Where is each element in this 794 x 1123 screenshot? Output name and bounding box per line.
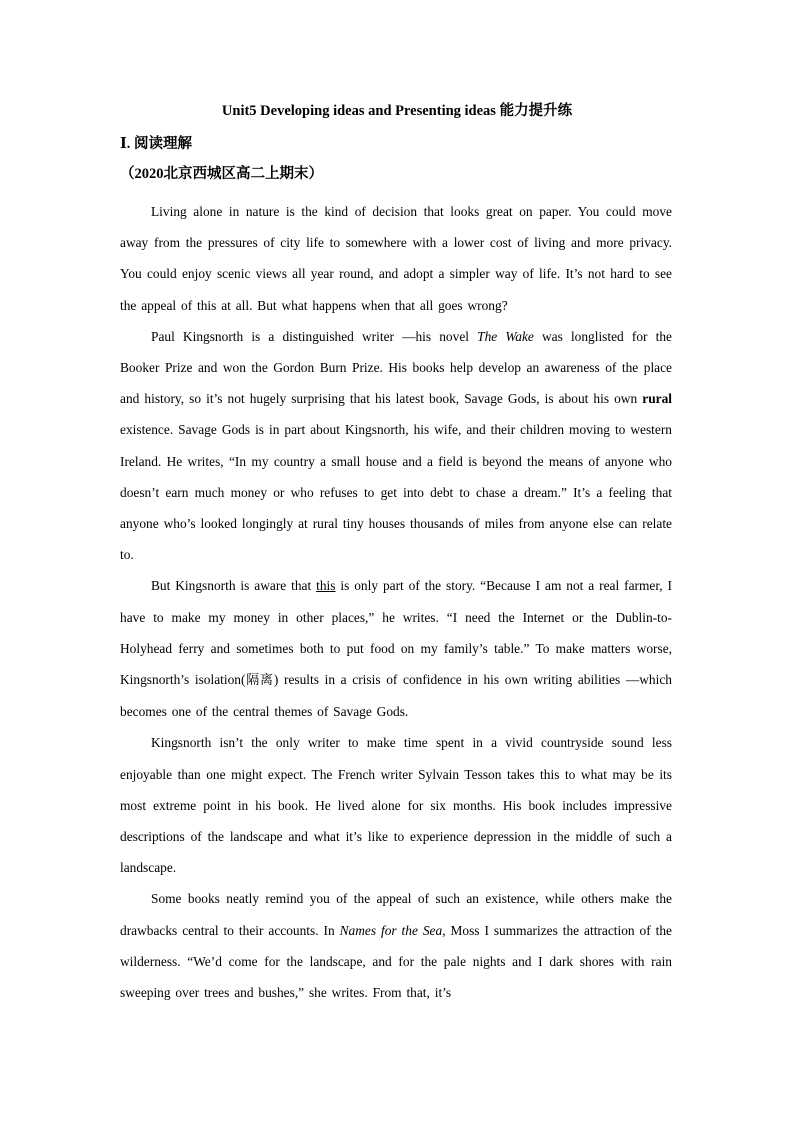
book-title-the-wake: The Wake: [477, 328, 534, 344]
paragraph-3-text-b: is only part of the story. “Because I am not a real farmer, I have to make my money in other places,” he writes. “I need the Internet or the Dublin-to-Holyhead ferry and sometimes both to put food on my family’s table.” To make matters worse, Kingsnorth’s isolation(: [120, 578, 672, 688]
paragraph-3-text-a: But Kingsnorth is aware that: [151, 578, 317, 594]
underlined-word-this: this: [316, 578, 336, 594]
paragraph-3: [120, 570, 672, 727]
bold-word-rural: rural: [642, 391, 672, 407]
paragraph-5-text-a: Some books neatly remind you of the appeal of such an existence, while others make the drawbacks central to their accounts. In: [120, 891, 672, 938]
source-label: （2020北京西城区高二上期末）: [120, 166, 323, 182]
document-title: Unit5 Developing ideas and Presenting ideas 能力提升练: [221, 103, 573, 119]
paragraph-2-text-c: existence. Savage Gods is in part about Kingsnorth, his wife, and their children moving to western Ireland. He writes, “In my country a small house and a field is beyond the means of anyone who doesn’t earn much money or who refuses to get into debt to chase a dream.” It’s a feeling that anyone who’s looked longingly at rural tiny houses thousands of miles from anyone else can relate to.: [120, 422, 672, 563]
paragraph-3-text-c: ) results in a crisis of confidence in his own writing abilities —which becomes one of the central themes of Savage Gods.: [120, 672, 672, 720]
paragraph-2-text-b: was longlisted for the Booker Prize and won the Gordon Burn Prize. His books help develop an awareness of the place and history, so it’s not hugely surprising that his latest book, Savage Gods, is about his own: [120, 328, 672, 407]
section-heading: Ⅰ. 阅读理解: [120, 136, 193, 152]
paragraph-2-text-a: Paul Kingsnorth is a distinguished writer —his novel: [151, 328, 478, 344]
paragraph-1: Living alone in nature is the kind of decision that looks great on paper. You could move away from the pressures of city life to somewhere with a lower cost of living and more privacy. You could enjoy scenic views all year round, and adopt a simpler way of life. It’s not hard to see the appeal of this at all. But what happens when that all goes wrong?: [120, 204, 672, 313]
paragraph-4: Kingsnorth isn’t the only writer to make time spent in a vivid countryside sound less enjoyable than one might expect. The French writer Sylvain Tesson takes this to what may be its most extreme point in his book. He lived alone for six months. His book includes impressive descriptions of the landscape and what it’s like to experience depression in the middle of such a landscape.: [120, 735, 672, 876]
paragraph-5: [120, 883, 672, 1008]
book-title-names-for-the-sea: Names for the Sea: [339, 922, 443, 938]
gloss-isolation: 隔离: [245, 673, 274, 689]
paragraph-2: [120, 321, 672, 571]
paragraph-5-text-b: , Moss I summarizes the attraction of the wilderness. “We’d come for the landscape, and for the pale nights and I dark shores with rain sweeping over trees and bushes,” she writes. From that, it’s: [120, 922, 672, 1001]
passage-body: [120, 196, 672, 1008]
